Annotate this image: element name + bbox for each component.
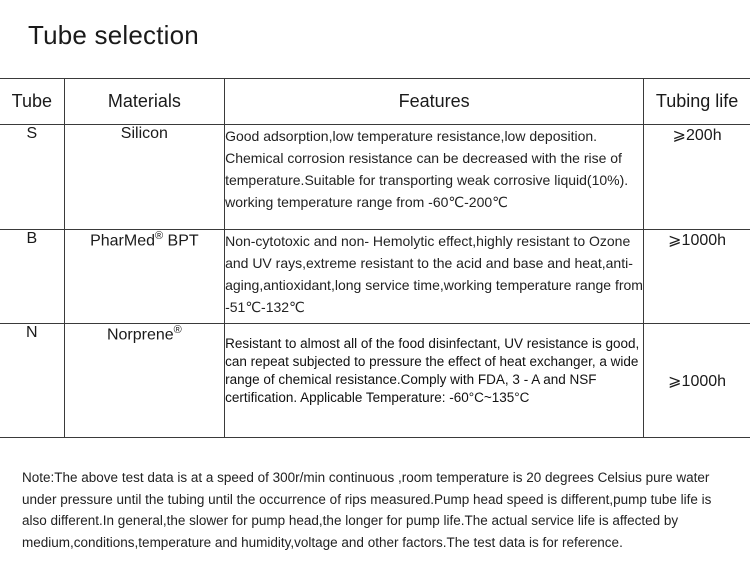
header-tube: Tube: [0, 79, 64, 125]
header-features: Features: [225, 79, 644, 125]
table-row: [0, 230, 750, 324]
material-label: Norprene: [106, 326, 174, 344]
material-suffix: BPT: [163, 232, 199, 250]
features-text: Resistant to almost all of the food disinfectant, UV resistance is good, can repeat subjected to pressure the effect of heat exchanger, a wide range of chemical resistance.Comply with FDA, 3 - A and NSF certification. Applicable Temperature: -60°C~135°C: [225, 324, 644, 438]
header-tubing-life: Tubing life: [644, 79, 750, 125]
tubing-life-value: ⩾1000h: [644, 230, 750, 324]
tube-code: S: [0, 125, 64, 230]
table-row: [0, 125, 750, 230]
registered-mark: ®: [173, 324, 182, 336]
tube-code: B: [0, 230, 64, 324]
material-label: Silicon: [120, 125, 168, 142]
material-name: [64, 125, 224, 230]
page-title: Tube selection: [28, 20, 199, 50]
features-text: Non-cytotoxic and non- Hemolytic effect,highly resistant to Ozone and UV rays,extreme resistant to the acid and base and heat,anti-aging,antioxidant,long service time,working temperature range from -51℃-132℃: [225, 230, 644, 324]
material-name: [64, 324, 224, 438]
features-text: Good adsorption,low temperature resistance,low deposition. Chemical corrosion resistance can be decreased with the rise of temperature.Suitable for transporting weak corrosive liquid(10%). working temperature range from -60℃-200℃: [225, 125, 644, 230]
footnote: Note:The above test data is at a speed of 300r/min continuous ,room temperature is 20 degrees Celsius pure water under pressure until the tubing until the occurrence of rips measured.Pump head speed is different,pump tube life is also different.In general,the slower for pump head,the longer for pump life.The actual service life is affected by medium,conditions,temperature and humidity,voltage and other factors.The test data is for reference.: [22, 470, 712, 550]
tubing-life-value: ⩾1000h: [644, 324, 750, 438]
material-name: [64, 230, 224, 324]
tube-selection-table: [0, 78, 750, 438]
registered-mark: ®: [154, 230, 164, 242]
material-label: PharMed: [90, 232, 155, 250]
table-row: [0, 324, 750, 438]
table-header-row: [0, 79, 750, 125]
tube-code: N: [0, 324, 64, 438]
tubing-life-value: ⩾200h: [644, 125, 750, 230]
header-materials: Materials: [64, 79, 224, 125]
